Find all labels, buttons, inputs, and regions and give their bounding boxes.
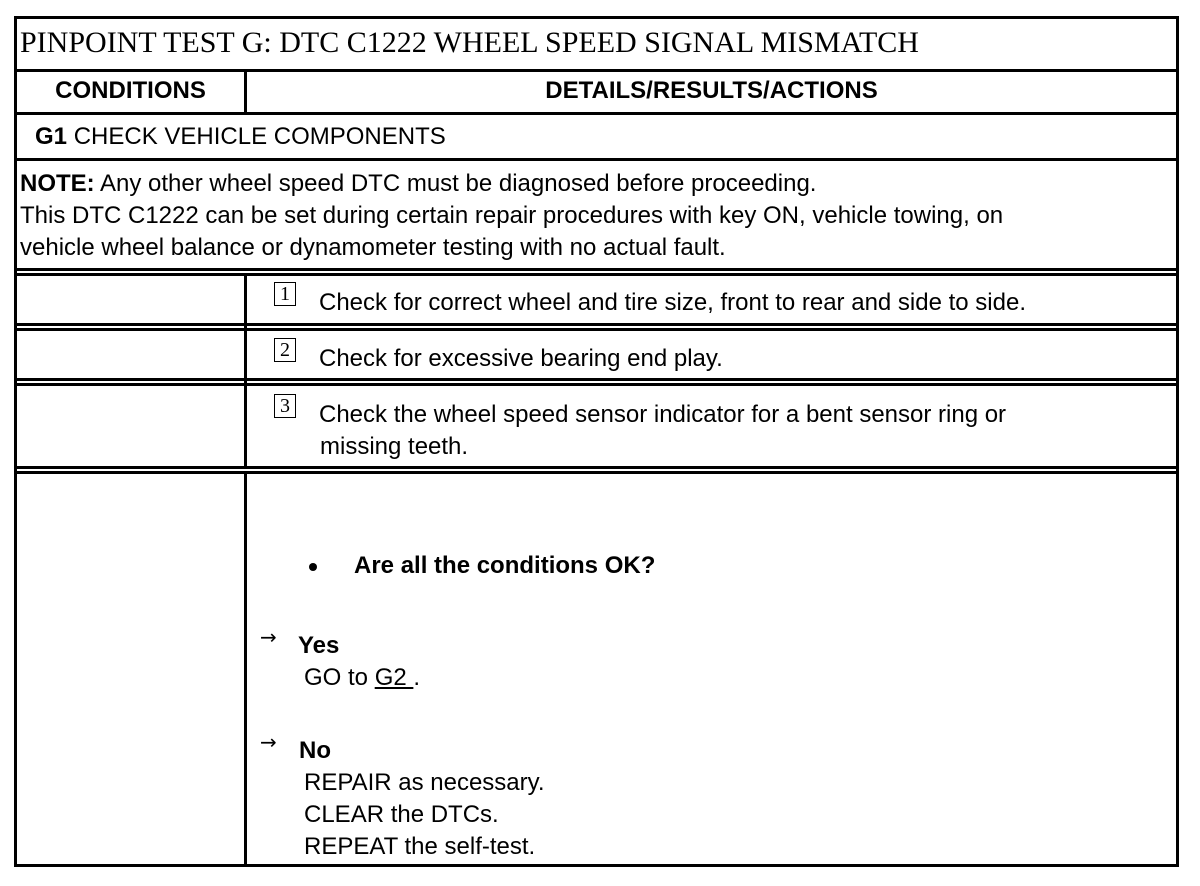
question-text: Are all the conditions OK?	[354, 552, 656, 579]
no-action: REPAIR as necessary.	[304, 769, 545, 796]
step-number-box: 2	[274, 338, 296, 362]
yes-action-prefix: GO to	[304, 664, 375, 691]
step-id: G1	[35, 123, 68, 150]
check-item-text: Check the wheel speed sensor indicator for a bent sensor ring or	[319, 401, 1007, 428]
check2-row-top	[14, 328, 1179, 331]
note-row-divider	[14, 268, 1179, 271]
check3-row-top	[14, 383, 1179, 386]
check-column-divider	[244, 273, 247, 469]
table-right-border	[1176, 16, 1179, 867]
no-action: REPEAT the self-test.	[304, 833, 536, 860]
yes-arrow-icon: →	[260, 625, 277, 649]
check1-row-top	[14, 273, 1179, 276]
note-line-2: This DTC C1222 can be set during certain repair procedures with key ON, vehicle towing, on	[20, 202, 1004, 229]
note-text-1: Any other wheel speed DTC must be diagnosed before proceeding.	[100, 170, 817, 197]
check3-row-bottom	[14, 466, 1179, 469]
step-row-divider	[14, 158, 1179, 161]
title-row-divider	[14, 69, 1179, 72]
no-label: No	[299, 737, 331, 764]
step-number-box: 1	[274, 282, 296, 306]
check1-row-bottom	[14, 323, 1179, 326]
result-column-divider	[244, 471, 247, 867]
go-to-g2-link[interactable]: G2	[374, 664, 414, 691]
check2-row-bottom	[14, 378, 1179, 381]
header-row-divider	[14, 112, 1179, 115]
no-action: CLEAR the DTCs.	[304, 801, 499, 828]
table-bottom-border	[14, 864, 1179, 867]
result-row-top	[14, 471, 1179, 474]
step-name: CHECK VEHICLE COMPONENTS	[73, 123, 446, 150]
page-title: PINPOINT TEST G: DTC C1222 WHEEL SPEED SIGNAL MISMATCH	[20, 26, 919, 59]
step-number-box: 3	[274, 394, 296, 418]
yes-label: Yes	[298, 632, 340, 659]
check-item-text: Check for excessive bearing end play.	[319, 345, 723, 372]
question-bullet	[309, 563, 317, 571]
table-left-border	[14, 16, 17, 867]
check-item-text-continued: missing teeth.	[320, 433, 469, 460]
conditions-header: CONDITIONS	[55, 77, 206, 104]
note-label: NOTE:	[20, 170, 95, 197]
table-top-border	[14, 16, 1179, 19]
note-line-1	[20, 170, 816, 198]
step-heading	[35, 123, 446, 151]
no-arrow-icon: →	[260, 730, 277, 754]
check-item-text: Check for correct wheel and tire size, front to rear and side to side.	[319, 289, 1027, 316]
details-header: DETAILS/RESULTS/ACTIONS	[545, 77, 878, 104]
yes-action-suffix: .	[413, 664, 421, 691]
yes-action	[304, 664, 420, 692]
note-line-3: vehicle wheel balance or dynamometer testing with no actual fault.	[20, 234, 726, 261]
